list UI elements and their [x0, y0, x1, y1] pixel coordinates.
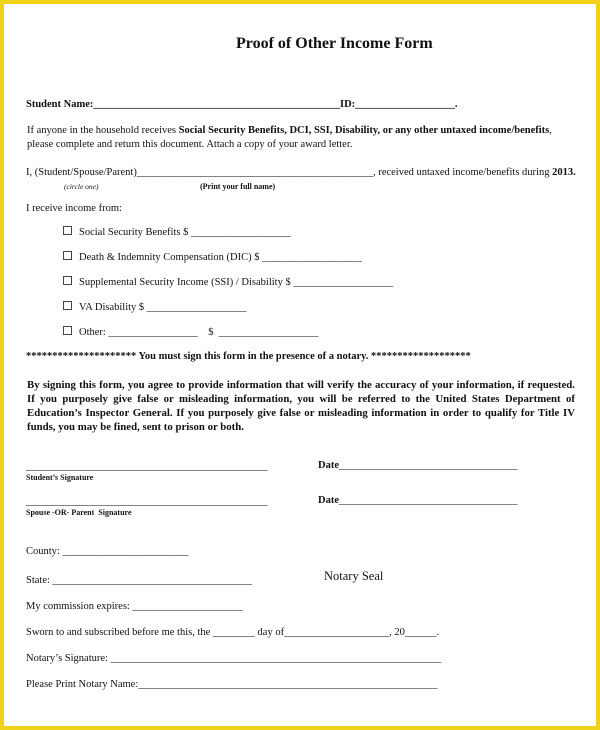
form-page [4, 4, 596, 726]
student-name-field[interactable]: _______________________________________________ [93, 99, 341, 110]
full-name-field[interactable]: _____________________________________________ [136, 167, 374, 178]
income-item-dic [63, 251, 362, 264]
student-id-label: ID: [340, 99, 356, 110]
dic-checkbox[interactable] [63, 251, 72, 260]
student-id-field[interactable]: ___________________. [355, 99, 458, 110]
ssi-label: Supplemental Security Income (SSI) / Disability $ ___________________ [79, 277, 394, 288]
student-date-label: Date [318, 460, 339, 471]
income-item-other [63, 326, 318, 339]
circle-one-hint: (circle one) [64, 182, 99, 191]
print-name-hint: (Print your full name) [200, 182, 276, 191]
parent-signature-label: Spouse -OR- Parent Signature [26, 508, 132, 517]
parent-date-label: Date [318, 495, 339, 506]
declaration-suffix: , received untaxed income/benefits during [373, 167, 553, 178]
county-field[interactable]: County: ________________________ [26, 546, 189, 557]
receive-income-label: I receive income from: [26, 203, 122, 214]
notary-signature-field[interactable]: Notary’s Signature: _______________________________________________________________ [26, 653, 442, 664]
declaration-year: 2013. [552, 167, 576, 178]
declaration-line [26, 166, 576, 179]
intro-text-2: , please complete and return this document. Attach a copy of your award letter. [27, 125, 552, 150]
ssb-label: Social Security Benefits $ ___________________ [79, 227, 291, 238]
notary-notice: ********************* You must sign this form in the presence of a notary. ******************* [26, 351, 471, 362]
student-name-label: Student Name: [26, 99, 94, 110]
student-name-row [26, 98, 340, 111]
student-signature-label: Student’s Signature [26, 473, 94, 482]
parent-date-field[interactable]: __________________________________ [339, 495, 518, 506]
other-checkbox[interactable] [63, 326, 72, 335]
student-id-row [340, 98, 458, 111]
parent-signature-field[interactable]: ______________________________________________ [26, 496, 268, 507]
income-item-ssb [63, 226, 291, 239]
intro-text-bold: Social Security Benefits, DCI, SSI, Disability, or any other untaxed income/benefits [178, 125, 550, 136]
page-title: Proof of Other Income Form [236, 35, 433, 52]
income-item-ssi [63, 276, 393, 289]
parent-date-row [318, 494, 518, 507]
income-item-va [63, 301, 247, 314]
student-date-row [318, 459, 518, 472]
agreement-paragraph: By signing this form, you agree to provide information that will verify the accuracy of your information, if requested. If you purposely give false or misleading information, you will be referred to the United States Department of Education’s Inspector General. If you purposely give false or misleading information in order to qualify for Title IV funds, you may be fined, sent to prison or both. [27, 379, 575, 433]
student-date-field[interactable]: __________________________________ [339, 460, 518, 471]
student-signature-field[interactable]: ______________________________________________ [26, 461, 268, 472]
ssi-checkbox[interactable] [63, 276, 72, 285]
other-label: Other: _________________ $ ___________________ [79, 327, 319, 338]
declaration-prefix: I, (Student/Spouse/Parent) [26, 167, 137, 178]
va-checkbox[interactable] [63, 301, 72, 310]
dic-label: Death & Indemnity Compensation (DIC) $ ___________________ [79, 252, 362, 263]
notary-print-name-field[interactable]: Please Print Notary Name:_________________________________________________________ [26, 679, 438, 690]
intro-paragraph [27, 124, 575, 152]
commission-field[interactable]: My commission expires: _____________________ [26, 601, 243, 612]
notary-seal-label: Notary Seal [324, 569, 384, 583]
state-field[interactable]: State: ______________________________________ [26, 575, 253, 586]
va-label: VA Disability $ ___________________ [79, 302, 247, 313]
ssb-checkbox[interactable] [63, 226, 72, 235]
sworn-statement[interactable]: Sworn to and subscribed before me this, the ________ day of____________________, 20______. [26, 627, 439, 638]
intro-text-1: If anyone in the household receives [27, 125, 179, 136]
